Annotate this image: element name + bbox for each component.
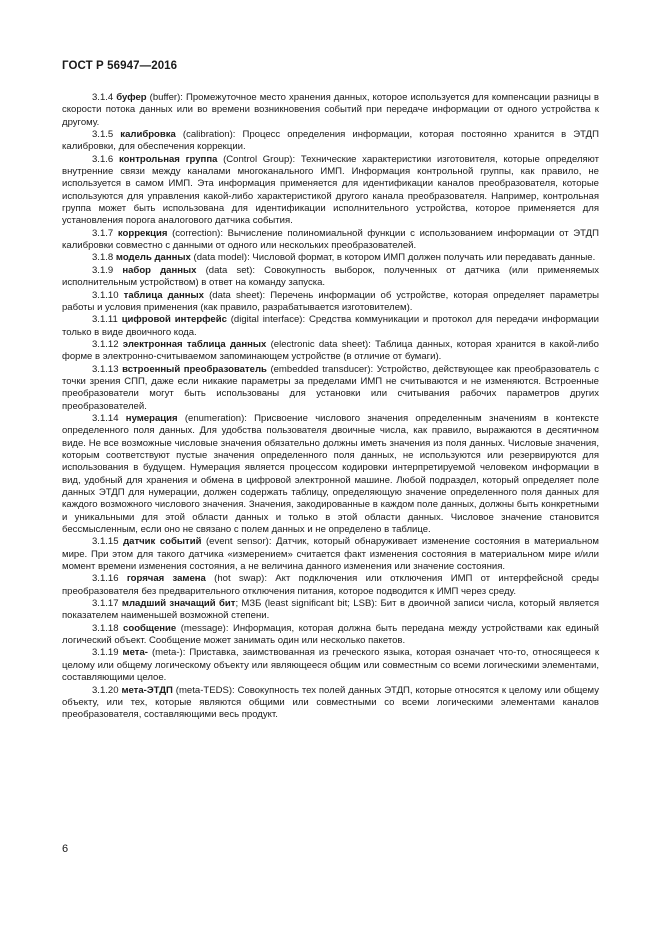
definition-english: (calibration) bbox=[182, 129, 233, 141]
definition-english: (meta-TEDS) bbox=[175, 684, 233, 696]
definition-text: : Совокупность выборок, полученных от датчика (или применяемых исполнительным устройством) в ответ на команду запуска. bbox=[62, 264, 600, 289]
definition-text: : Приставка, заимствованная из греческого языка, которая означает что-то, относящееся к целому или общему логическому объекту или являющееся общим или совместным со всеми логическими элементами, составляющими целое. bbox=[62, 647, 599, 684]
definition-item bbox=[62, 623, 599, 648]
definition-number: 3.1.14 bbox=[92, 412, 119, 424]
definition-english: (correction) bbox=[172, 227, 221, 239]
definition-term: калибровка bbox=[120, 129, 176, 141]
definition-item bbox=[62, 228, 599, 253]
definition-item bbox=[62, 154, 599, 228]
definition-item bbox=[62, 685, 599, 722]
definition-text: : Вычисление полиномиальной функции с использованием информации от ЭТДП калибровки совместно с данными от одного или нескольких преобразователей. bbox=[62, 227, 599, 252]
definition-english: (digital interface) bbox=[230, 314, 303, 326]
definition-number: 3.1.15 bbox=[92, 536, 119, 548]
definition-item bbox=[62, 339, 599, 364]
definition-english: (data sheet) bbox=[209, 289, 263, 301]
definition-english: (message) bbox=[180, 622, 226, 634]
definition-number: 3.1.20 bbox=[92, 684, 119, 696]
definition-number: 3.1.13 bbox=[92, 363, 119, 375]
definition-number: 3.1.16 bbox=[92, 573, 119, 585]
definition-text: : Промежуточное место хранения данных, которое используется для компенсации разницы в скорости потока данных или во времени возникновения событий при передаче информации от одного устройства к другому. bbox=[62, 92, 599, 128]
definition-term: датчик событий bbox=[123, 536, 202, 548]
document-header: ГОСТ Р 56947—2016 bbox=[62, 60, 178, 72]
definition-number: 3.1.18 bbox=[92, 622, 119, 634]
definition-term: буфер bbox=[116, 92, 147, 103]
definition-number: 3.1.12 bbox=[92, 338, 119, 350]
definition-term: сообщение bbox=[123, 622, 177, 634]
definition-item bbox=[62, 92, 599, 129]
definition-text: : Технические характеристики изготовителя, которые определяют внутренние связи между каналами многоканального ИМП. Информация контрольной группы, как правило, не используется в самом ИМП. Эта информация применяется для идентификации каналов преобразователя, которые используются для управления какой-либо характеристикой другого канала преобразователя. Например, контрольная группа может быть использована для идентификации исполнительного устройства, которое применяется для установления порога аналогового датчика события. bbox=[62, 153, 600, 227]
definition-text: : Перечень информации об устройстве, которая определяет параметры работы и условия применения (как правило, разрабатывается изготовителем). bbox=[62, 289, 600, 313]
definition-text: : Процесс определения информации, которая постоянно хранится в ЭТДП калибровки, для обеспечения коррекции. bbox=[62, 129, 600, 153]
definition-item bbox=[62, 536, 599, 573]
definition-text: : Совокупность тех полей данных ЭТДП, которые относятся к целому или общему объекту, или тех, которые являются общими или совместными со всеми логическими элементами каналов преобразователя, составляющими весь продукт. bbox=[62, 684, 599, 721]
definition-text: : Устройство, действующее как преобразователь с точки зрения СПП, даже если никакие параметры за пределами ИМП не считываются и не изменяются. Встроенные преобразователи могут быть использованы для установки или считывания рабочих параметров других преобразователей. bbox=[62, 363, 599, 412]
definition-term: контрольная группа bbox=[118, 153, 218, 165]
definition-item bbox=[62, 413, 599, 536]
definition-term: нумерация bbox=[125, 412, 178, 424]
definition-number: 3.1.7 bbox=[92, 227, 114, 239]
definition-english: (meta-) bbox=[151, 647, 183, 659]
definition-english: (hot swap) bbox=[214, 573, 265, 585]
definition-item bbox=[62, 314, 599, 339]
definition-english: ; МЗБ (least significant bit; LSB) bbox=[235, 598, 375, 610]
definition-text: : Средства коммуникации и протокол для передачи информации только в виде двоичного кода. bbox=[62, 314, 600, 338]
definition-text: : Бит в двоичной записи числа, который является показателем наименьшей возможной степени. bbox=[62, 598, 599, 622]
definition-text: : Таблица данных, которая хранится в какой-либо форме в электронно-считываемом запоминающем устройстве (в отличие от бумаги). bbox=[62, 338, 599, 363]
definition-number: 3.1.10 bbox=[92, 289, 119, 301]
definition-item bbox=[62, 265, 599, 290]
definition-item bbox=[62, 573, 599, 598]
definition-item bbox=[62, 598, 599, 623]
definition-english: (data set) bbox=[205, 264, 253, 276]
definition-number: 3.1.4 bbox=[92, 92, 114, 103]
definition-item bbox=[62, 290, 599, 315]
definition-number: 3.1.11 bbox=[92, 314, 118, 326]
definition-term: электронная таблица данных bbox=[122, 338, 267, 350]
definition-english: (event sensor) bbox=[205, 536, 269, 548]
definition-english: (electronic data sheet) bbox=[270, 338, 369, 350]
definition-item bbox=[62, 647, 599, 684]
definition-number: 3.1.6 bbox=[92, 153, 114, 165]
definition-number: 3.1.5 bbox=[92, 129, 114, 141]
definition-text: : Датчик, который обнаруживает изменение состояния в материальном мире. При этом для такого датчика «измерением» считается факт изменения состояния в материальном мире и/или момент времени изменения состояния, а не величина данного изменения или значение состояния. bbox=[62, 536, 599, 573]
definition-english: (data model) bbox=[193, 252, 248, 264]
definition-term: встроенный преобразователь bbox=[122, 363, 267, 375]
definition-english: (enumeration) bbox=[184, 412, 245, 424]
definition-english: (Control Group) bbox=[223, 153, 293, 165]
definition-item bbox=[62, 252, 599, 264]
definition-number: 3.1.8 bbox=[92, 252, 114, 264]
definition-term: мета- bbox=[122, 647, 148, 659]
definition-term: горячая замена bbox=[126, 573, 206, 585]
definition-number: 3.1.19 bbox=[92, 647, 119, 659]
definitions-list bbox=[62, 92, 599, 722]
definition-english: (buffer) bbox=[149, 92, 181, 103]
definition-number: 3.1.17 bbox=[92, 598, 119, 610]
page-number: 6 bbox=[62, 843, 69, 855]
definition-term: младший значащий бит bbox=[121, 598, 236, 610]
definition-text: : Числовой формат, в котором ИМП должен получать или передавать данные. bbox=[247, 252, 596, 264]
definition-term: цифровой интерфейс bbox=[121, 314, 227, 326]
definition-text: : Акт подключения или отключения ИМП от интерфейсной среды преобразователя без предварительного отключения питания, которое подводится к ИМП через среду. bbox=[62, 573, 599, 597]
definition-term: таблица данных bbox=[123, 289, 204, 301]
definition-item bbox=[62, 129, 599, 154]
definition-number: 3.1.9 bbox=[92, 264, 114, 276]
definition-text: : Присвоение числового значения определенным значениям в контексте определенного поля данных. Для удобства пользователя двоичные числа, как правило, выражаются в десятичном виде. Не все возможные числовые значения обязательно должны иметь значения из поля данных. Числовые значения, которым соответствуют пустые значения определенного поля данных, не используются или резервируются для использования в будущем. Нумерация является процессом кодировки интерпретируемой человеком информации в вид, удобный для хранения и обмена в цифровой электронной машине. Любой подраздел, который определяет поле данных ЭТДП для нумерации, должен содержать таблицу, определяющую значение определенного поля данных для каждого возможного числового значения. Значения, закодированные в каждом поле данных, должны быть конкретными и уникальными для этой области данных и только в этой области данных. Числовое значение становится бессмысленным, если оно не связано с полем данных и не определено в таблице. bbox=[62, 412, 599, 536]
definition-term: коррекция bbox=[117, 227, 168, 239]
definition-english: (embedded transducer) bbox=[270, 363, 371, 375]
definition-term: модель данных bbox=[115, 252, 191, 264]
definition-term: набор данных bbox=[122, 264, 197, 276]
definition-item bbox=[62, 364, 599, 413]
definition-text: : Информация, которая должна быть передана между устройствами как единый логический объект. Сообщение может занимать один или несколько пакетов. bbox=[62, 622, 599, 647]
definition-term: мета-ЭТДП bbox=[121, 684, 173, 696]
